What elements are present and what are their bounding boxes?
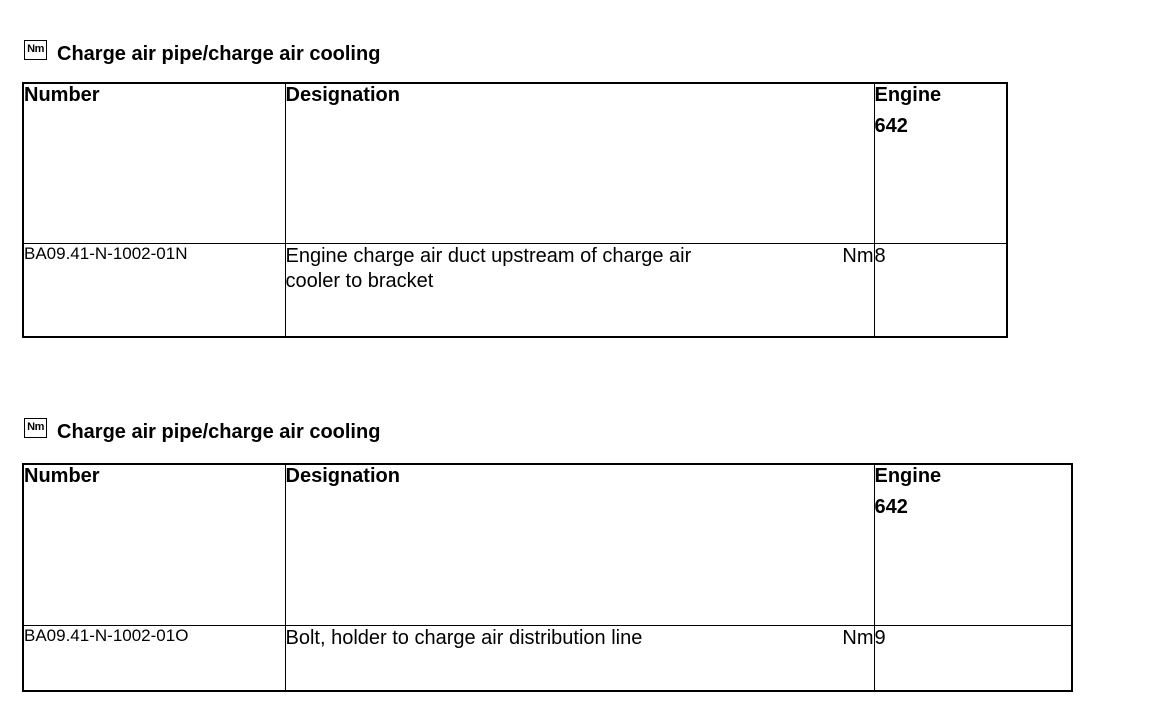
section-heading: Charge air pipe/charge air cooling xyxy=(57,42,381,65)
torque-table-2 xyxy=(22,463,1073,692)
header-designation: Designation xyxy=(285,464,874,625)
table-row xyxy=(23,625,1072,691)
row-designation: Bolt, holder to charge air distribution line xyxy=(285,626,643,649)
header-engine-label: Engine xyxy=(874,465,942,487)
row-value: 9 xyxy=(874,625,1072,691)
torque-nm-icon: Nm xyxy=(24,40,47,60)
section-title-1 xyxy=(24,40,380,68)
header-engine xyxy=(874,464,1072,625)
header-number: Number xyxy=(23,83,285,243)
table-row xyxy=(23,243,1007,337)
row-unit: Nm xyxy=(842,244,874,267)
header-number: Number xyxy=(23,464,285,625)
row-unit: Nm xyxy=(842,626,874,649)
table-header-row xyxy=(23,464,1072,625)
row-number: BA09.41-N-1002-01N xyxy=(23,243,285,337)
header-engine-code: 642 xyxy=(874,496,908,518)
row-designation: Engine charge air duct upstream of charge air cooler to bracket xyxy=(285,244,692,292)
torque-table-1 xyxy=(22,82,1008,338)
torque-nm-icon: Nm xyxy=(24,418,47,438)
section-heading: Charge air pipe/charge air cooling xyxy=(57,420,381,443)
header-designation: Designation xyxy=(285,83,874,243)
row-designation-cell xyxy=(285,625,874,691)
table-header-row xyxy=(23,83,1007,243)
row-value: 8 xyxy=(874,243,1007,337)
row-number: BA09.41-N-1002-01O xyxy=(23,625,285,691)
section-title-2 xyxy=(24,418,380,446)
header-engine xyxy=(874,83,1007,243)
header-engine-code: 642 xyxy=(874,115,908,137)
header-engine-label: Engine xyxy=(874,84,942,106)
row-designation-cell xyxy=(285,243,874,337)
